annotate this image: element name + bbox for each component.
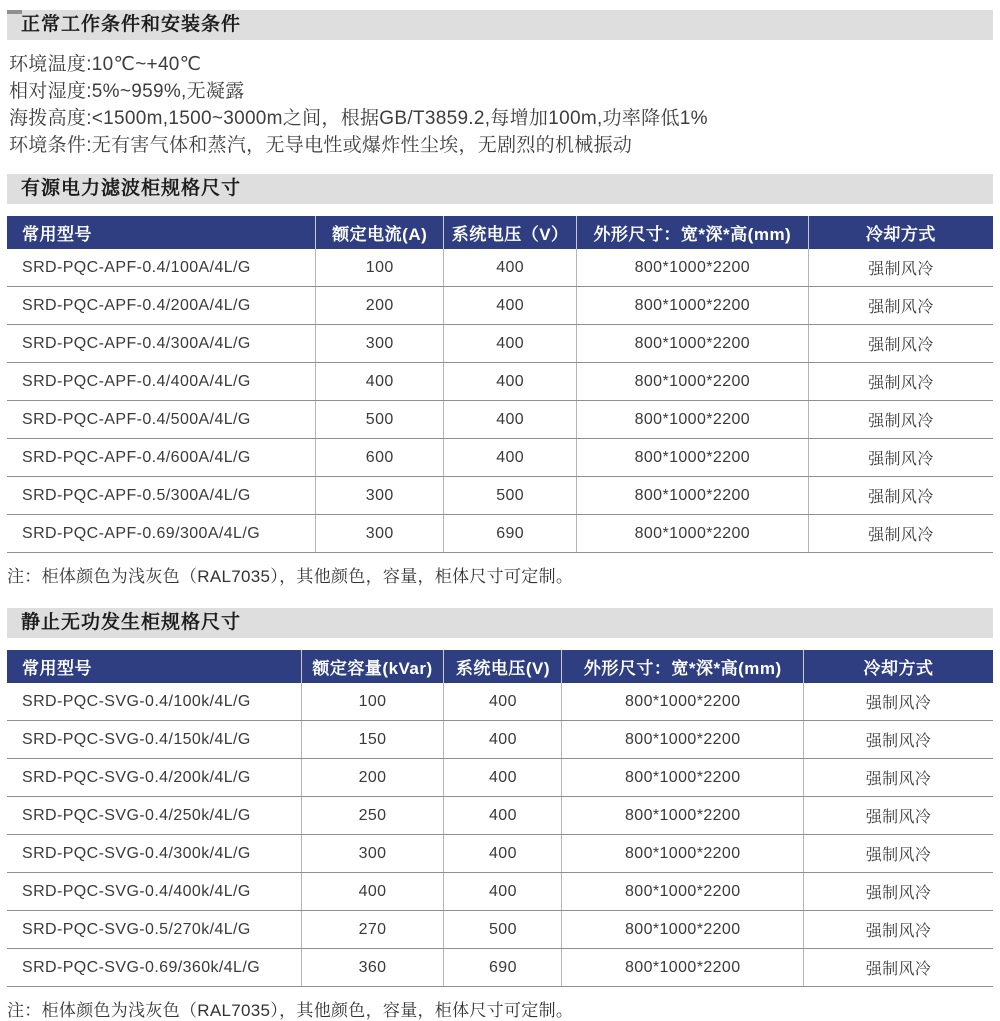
table-cell: SRD-PQC-APF-0.5/300A/4L/G	[7, 477, 315, 515]
table-row	[7, 401, 993, 439]
table-cell: 强制风冷	[804, 759, 993, 797]
column-header: 系统电压(V)	[444, 650, 562, 683]
table-cell: 800*1000*2200	[562, 873, 804, 911]
table-cell: 800*1000*2200	[562, 683, 804, 721]
table-row	[7, 477, 993, 515]
column-header: 外形尺寸：宽*深*高(mm)	[562, 650, 804, 683]
table-cell: 强制风冷	[808, 477, 993, 515]
table-cell: 400	[444, 835, 562, 873]
table-cell: 强制风冷	[804, 873, 993, 911]
table-header-row	[7, 216, 993, 249]
table-cell: SRD-PQC-APF-0.4/400A/4L/G	[7, 363, 315, 401]
column-header: 冷却方式	[804, 650, 993, 683]
table-cell: 690	[444, 949, 562, 987]
table-cell: 300	[315, 477, 444, 515]
table-row	[7, 287, 993, 325]
table-cell: 强制风冷	[808, 401, 993, 439]
catalog-page	[0, 10, 1000, 1021]
table-cell: SRD-PQC-SVG-0.69/360k/4L/G	[7, 949, 301, 987]
table-cell: 400	[444, 683, 562, 721]
table-cell: SRD-PQC-SVG-0.4/200k/4L/G	[7, 759, 301, 797]
table-cell: 强制风冷	[808, 363, 993, 401]
table-cell: SRD-PQC-SVG-0.4/400k/4L/G	[7, 873, 301, 911]
table-cell: 强制风冷	[804, 835, 993, 873]
table-cell: 200	[315, 287, 444, 325]
svg-spec-table	[7, 650, 993, 987]
table-cell: 强制风冷	[808, 325, 993, 363]
table-cell: 800*1000*2200	[576, 477, 808, 515]
table-cell: 400	[444, 325, 576, 363]
table-cell: SRD-PQC-SVG-0.4/300k/4L/G	[7, 835, 301, 873]
table-row	[7, 949, 993, 987]
table-cell: 250	[301, 797, 444, 835]
table-cell: 800*1000*2200	[576, 363, 808, 401]
table-cell: SRD-PQC-APF-0.4/300A/4L/G	[7, 325, 315, 363]
column-header: 额定容量(kVar)	[301, 650, 444, 683]
apf-spec-table	[7, 216, 993, 553]
column-header: 冷却方式	[808, 216, 993, 249]
table-cell: 200	[301, 759, 444, 797]
page-crop-artifact	[7, 10, 22, 14]
table-cell: SRD-PQC-SVG-0.4/250k/4L/G	[7, 797, 301, 835]
table-row	[7, 759, 993, 797]
table-cell: 300	[301, 835, 444, 873]
table-cell: 强制风冷	[808, 439, 993, 477]
table-row	[7, 797, 993, 835]
table-cell: 400	[301, 873, 444, 911]
apf-table-note: 注：柜体颜色为浅灰色（RAL7035），其他颜色，容量，柜体尺寸可定制。	[7, 567, 574, 586]
table-cell: 400	[444, 287, 576, 325]
table-cell: 400	[444, 439, 576, 477]
table-cell: 强制风冷	[804, 911, 993, 949]
table-cell: 强制风冷	[808, 249, 993, 287]
table-cell: 400	[444, 797, 562, 835]
column-header: 常用型号	[7, 216, 315, 249]
section-title-svg-specs: 静止无功发生柜规格尺寸	[7, 608, 993, 638]
column-header: 额定电流(A)	[315, 216, 444, 249]
table-cell: 100	[315, 249, 444, 287]
table-cell: 400	[444, 401, 576, 439]
table-row	[7, 515, 993, 553]
table-cell: SRD-PQC-SVG-0.4/150k/4L/G	[7, 721, 301, 759]
table-row	[7, 835, 993, 873]
table-row	[7, 363, 993, 401]
table-cell: 690	[444, 515, 576, 553]
table-cell: 800*1000*2200	[576, 515, 808, 553]
section-title-working-conditions: 正常工作条件和安装条件	[7, 10, 993, 40]
column-header: 系统电压（V）	[444, 216, 576, 249]
table-cell: 强制风冷	[808, 287, 993, 325]
table-cell: 800*1000*2200	[562, 759, 804, 797]
table-cell: 强制风冷	[804, 683, 993, 721]
table-row	[7, 439, 993, 477]
table-cell: 300	[315, 515, 444, 553]
table-cell: 500	[444, 911, 562, 949]
table-row	[7, 721, 993, 759]
table-cell: 600	[315, 439, 444, 477]
table-row	[7, 683, 993, 721]
section-title-apf-specs: 有源电力滤波柜规格尺寸	[7, 174, 993, 204]
table-cell: 强制风冷	[804, 949, 993, 987]
table-cell: SRD-PQC-SVG-0.4/100k/4L/G	[7, 683, 301, 721]
table-cell: 500	[315, 401, 444, 439]
table-row	[7, 911, 993, 949]
table-cell: 100	[301, 683, 444, 721]
table-cell: 800*1000*2200	[562, 797, 804, 835]
table-row	[7, 249, 993, 287]
table-cell: SRD-PQC-APF-0.4/600A/4L/G	[7, 439, 315, 477]
table-cell: SRD-PQC-APF-0.4/200A/4L/G	[7, 287, 315, 325]
table-cell: 800*1000*2200	[562, 949, 804, 987]
table-cell: 400	[444, 249, 576, 287]
svg-table-note: 注：柜体颜色为浅灰色（RAL7035），其他颜色，容量，柜体尺寸可定制。	[7, 1001, 574, 1020]
table-cell: 800*1000*2200	[576, 439, 808, 477]
table-row	[7, 325, 993, 363]
table-cell: 360	[301, 949, 444, 987]
column-header: 常用型号	[7, 650, 301, 683]
table-cell: 270	[301, 911, 444, 949]
table-cell: 800*1000*2200	[562, 835, 804, 873]
table-cell: 400	[315, 363, 444, 401]
table-cell: 800*1000*2200	[576, 401, 808, 439]
table-cell: 400	[444, 363, 576, 401]
condition-line-humidity: 相对湿度:5%~959%,无凝露	[9, 81, 245, 102]
table-cell: 800*1000*2200	[576, 249, 808, 287]
condition-line-temperature: 环境温度:10℃~+40℃	[9, 54, 202, 75]
table-cell: 150	[301, 721, 444, 759]
table-cell: 强制风冷	[804, 721, 993, 759]
table-cell: SRD-PQC-SVG-0.5/270k/4L/G	[7, 911, 301, 949]
table-cell: 400	[444, 721, 562, 759]
table-cell: SRD-PQC-APF-0.69/300A/4L/G	[7, 515, 315, 553]
table-cell: 800*1000*2200	[562, 911, 804, 949]
column-header: 外形尺寸：宽*深*高(mm)	[576, 216, 808, 249]
working-conditions-list	[9, 51, 991, 159]
table-header-row	[7, 650, 993, 683]
table-cell: 500	[444, 477, 576, 515]
table-cell: 400	[444, 759, 562, 797]
table-cell: 800*1000*2200	[562, 721, 804, 759]
table-row	[7, 873, 993, 911]
table-cell: 400	[444, 873, 562, 911]
condition-line-altitude: 海拨高度:<1500m,1500~3000m之间，根据GB/T3859.2,每增加100m,功率降低1%	[9, 108, 708, 129]
table-cell: 800*1000*2200	[576, 325, 808, 363]
condition-line-environment: 环境条件:无有害气体和蒸汽，无导电性或爆炸性尘埃，无剧烈的机械振动	[9, 135, 633, 156]
table-cell: 强制风冷	[804, 797, 993, 835]
table-cell: 强制风冷	[808, 515, 993, 553]
table-cell: SRD-PQC-APF-0.4/500A/4L/G	[7, 401, 315, 439]
table-cell: 800*1000*2200	[576, 287, 808, 325]
table-cell: SRD-PQC-APF-0.4/100A/4L/G	[7, 249, 315, 287]
table-cell: 300	[315, 325, 444, 363]
